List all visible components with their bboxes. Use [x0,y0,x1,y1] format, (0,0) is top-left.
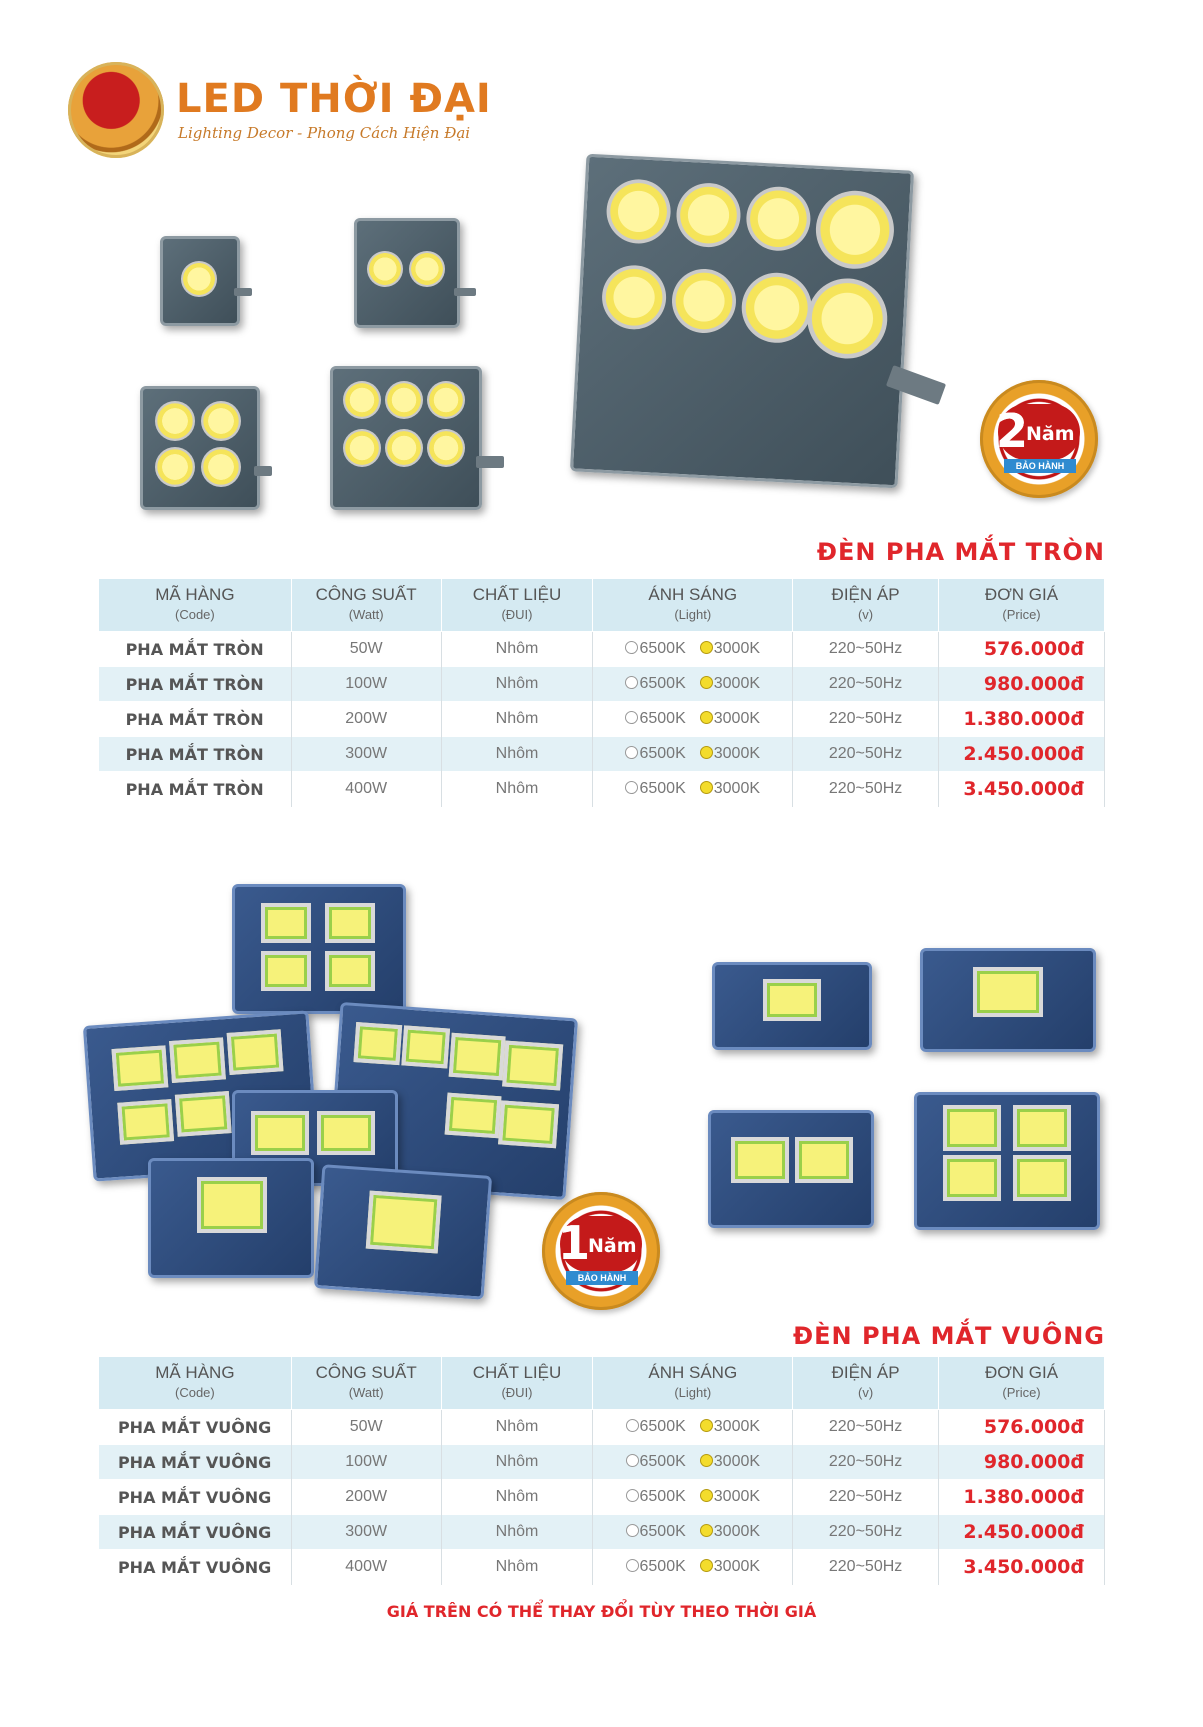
round-lamp-400w [570,154,914,489]
cell-material: Nhôm [441,1515,593,1550]
cell-code: PHA MẮT VUÔNG [99,1410,292,1445]
header-price: ĐƠN GIÁ (Price) [939,1357,1105,1410]
table-row [99,772,1105,807]
logo-badge-icon [68,62,164,158]
cell-light: 6500K 3000K [593,702,793,737]
warranty-year-label: Năm [1026,423,1075,445]
cell-price: 3.450.000đ [939,772,1105,807]
header-watt: CÔNG SUẤT (Watt) [291,579,441,632]
cell-light: 6500K 3000K [593,1515,793,1550]
cool-light-dot-icon [626,1489,639,1502]
section-title-square: ĐÈN PHA MẮT VUÔNG [793,1322,1105,1350]
price-table-round [98,578,1105,807]
cool-light-dot-icon [626,1524,639,1537]
cell-watt: 50W [291,1410,441,1445]
cell-material: Nhôm [441,632,593,667]
cool-light-dot-icon [625,641,638,654]
table-row [99,1445,1105,1480]
header-price: ĐƠN GIÁ (Price) [939,579,1105,632]
cell-price: 576.000đ [939,1410,1105,1445]
cell-voltage: 220~50Hz [793,702,939,737]
cell-price: 2.450.000đ [939,1515,1105,1550]
table-header-row [99,1357,1105,1410]
cell-material: Nhôm [441,1480,593,1515]
cell-code: PHA MẮT TRÒN [99,667,292,702]
cell-price: 1.380.000đ [939,1480,1105,1515]
cool-light-dot-icon [625,676,638,689]
cell-voltage: 220~50Hz [793,1550,939,1585]
header-material: CHẤT LIỆU (ĐUI) [441,579,593,632]
cell-code: PHA MẮT TRÒN [99,737,292,772]
cell-material: Nhôm [441,1550,593,1585]
cell-light: 6500K 3000K [593,1480,793,1515]
cell-voltage: 220~50Hz [793,667,939,702]
cell-price: 1.380.000đ [939,702,1105,737]
warranty-badge-1-year [542,1192,660,1310]
cell-code: PHA MẮT VUÔNG [99,1550,292,1585]
cell-material: Nhôm [441,737,593,772]
cell-watt: 300W [291,1515,441,1550]
table-row [99,737,1105,772]
cell-light: 6500K 3000K [593,1550,793,1585]
round-lamp-200w [140,386,260,510]
cell-code: PHA MẮT VUÔNG [99,1480,292,1515]
cell-material: Nhôm [441,1445,593,1480]
square-lamp-stack-bottom-right [314,1164,492,1300]
header-code: MÃ HÀNG (Code) [99,1357,292,1410]
table-row [99,1515,1105,1550]
warranty-sub-label: BẢO HÀNH [1004,459,1076,473]
cell-light: 6500K 3000K [593,1445,793,1480]
cell-watt: 100W [291,667,441,702]
cell-voltage: 220~50Hz [793,1410,939,1445]
warm-light-dot-icon [700,746,713,759]
brand-tagline: Lighting Decor - Phong Cách Hiện Đại [178,124,471,142]
cell-watt: 400W [291,1550,441,1585]
warranty-badge-2-years [980,380,1098,498]
cell-material: Nhôm [441,702,593,737]
cell-material: Nhôm [441,1410,593,1445]
table-header-row [99,579,1105,632]
warranty-years: 2 [996,404,1029,458]
warm-light-dot-icon [700,1419,713,1432]
cell-light: 6500K 3000K [593,667,793,702]
square-lamp-100w [920,948,1096,1052]
cell-material: Nhôm [441,667,593,702]
table-row [99,667,1105,702]
brand-logo [68,62,492,162]
cell-price: 980.000đ [939,667,1105,702]
cell-voltage: 220~50Hz [793,737,939,772]
cell-price: 3.450.000đ [939,1550,1105,1585]
warm-light-dot-icon [700,676,713,689]
cell-watt: 50W [291,632,441,667]
cool-light-dot-icon [625,781,638,794]
cell-light: 6500K 3000K [593,632,793,667]
cell-voltage: 220~50Hz [793,632,939,667]
warm-light-dot-icon [700,1489,713,1502]
table-row [99,1550,1105,1585]
cell-code: PHA MẮT TRÒN [99,702,292,737]
warranty-sub-label: BẢO HÀNH [566,1271,638,1285]
cell-watt: 200W [291,702,441,737]
cell-watt: 200W [291,1480,441,1515]
warm-light-dot-icon [700,1454,713,1467]
cool-light-dot-icon [625,711,638,724]
cell-code: PHA MẮT VUÔNG [99,1445,292,1480]
square-lamp-200w [708,1110,874,1228]
table-row [99,1480,1105,1515]
cell-watt: 100W [291,1445,441,1480]
round-lamp-100w [354,218,460,328]
square-lamp-300w [914,1092,1100,1230]
price-table-square [98,1356,1105,1585]
cell-price: 576.000đ [939,632,1105,667]
warm-light-dot-icon [700,1559,713,1572]
table-row [99,1410,1105,1445]
header-voltage: ĐIỆN ÁP (v) [793,579,939,632]
warm-light-dot-icon [700,1524,713,1537]
cool-light-dot-icon [626,1559,639,1572]
cell-voltage: 220~50Hz [793,772,939,807]
cell-light: 6500K 3000K [593,1410,793,1445]
cool-light-dot-icon [626,1454,639,1467]
header-material: CHẤT LIỆU (ĐUI) [441,1357,593,1410]
cell-voltage: 220~50Hz [793,1515,939,1550]
header-light: ÁNH SÁNG (Light) [593,579,793,632]
cell-watt: 400W [291,772,441,807]
warranty-years: 1 [558,1216,591,1270]
cell-voltage: 220~50Hz [793,1480,939,1515]
cell-voltage: 220~50Hz [793,1445,939,1480]
warm-light-dot-icon [700,781,713,794]
price-disclaimer: GIÁ TRÊN CÓ THỂ THAY ĐỔI TÙY THEO THỜI GIÁ [386,1602,817,1621]
cell-price: 980.000đ [939,1445,1105,1480]
header-watt: CÔNG SUẤT (Watt) [291,1357,441,1410]
cell-light: 6500K 3000K [593,772,793,807]
square-lamp-stack-top [232,884,406,1014]
brand-name: LED THỜI ĐẠI [176,76,492,122]
cell-price: 2.450.000đ [939,737,1105,772]
cell-code: PHA MẮT TRÒN [99,632,292,667]
table-row [99,632,1105,667]
warm-light-dot-icon [700,711,713,724]
table-row [99,702,1105,737]
cool-light-dot-icon [625,746,638,759]
square-lamp-50w [712,962,872,1050]
cool-light-dot-icon [626,1419,639,1432]
round-lamp-50w [160,236,240,326]
header-code: MÃ HÀNG (Code) [99,579,292,632]
round-lamp-300w [330,366,482,510]
warranty-year-label: Năm [588,1235,637,1257]
cell-code: PHA MẮT TRÒN [99,772,292,807]
cell-watt: 300W [291,737,441,772]
cell-material: Nhôm [441,772,593,807]
cell-code: PHA MẮT VUÔNG [99,1515,292,1550]
header-voltage: ĐIỆN ÁP (v) [793,1357,939,1410]
section-title-round: ĐÈN PHA MẮT TRÒN [816,538,1105,566]
cell-light: 6500K 3000K [593,737,793,772]
header-light: ÁNH SÁNG (Light) [593,1357,793,1410]
warm-light-dot-icon [700,641,713,654]
square-lamp-stack-bottom-left [148,1158,314,1278]
